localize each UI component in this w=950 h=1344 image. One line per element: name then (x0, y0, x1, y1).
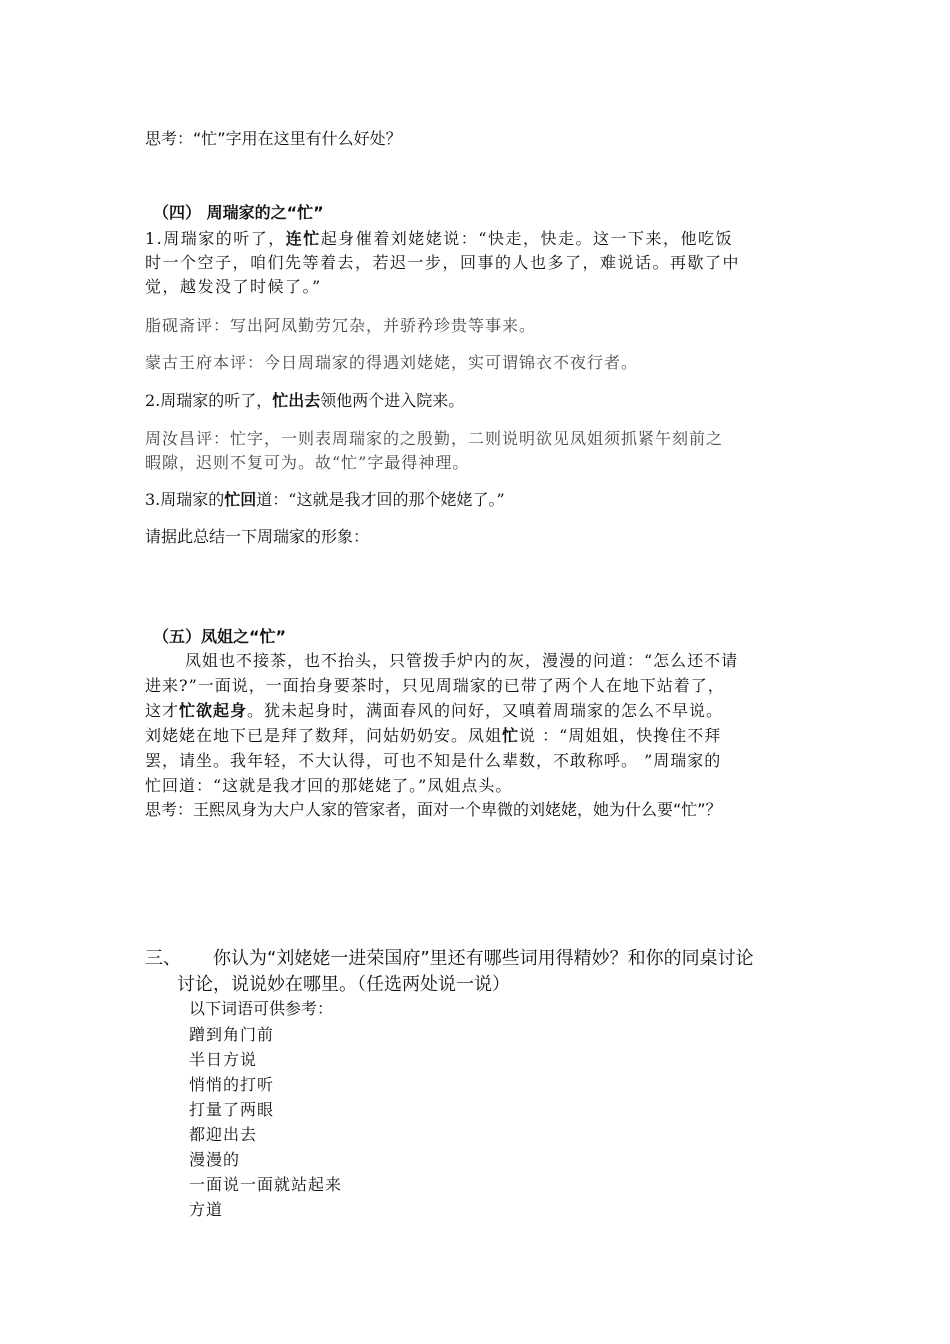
reference-word: 打量了两眼 (189, 1100, 275, 1119)
item-3-suffix: 道：“这就是我才回的那个姥姥了。” (256, 490, 505, 509)
section-4-item-2 (145, 391, 464, 411)
reference-word: 半日方说 (189, 1050, 258, 1069)
section-5-paragraph-line-1: 凤姐也不接茶，也不抬头，只管拨手炉内的灰，漫漫的问道：“怎么还不请 (185, 651, 739, 670)
summary-prompt: 请据此总结一下周瑞家的形象： (145, 527, 370, 546)
p3-prefix: 这才 (145, 701, 180, 720)
section-4-item-1-line-2: 时一个空子，咱们先等着去，若迟一步，回事的人也多了，难说话。再歇了中 (145, 253, 741, 272)
section-5-think-question: 思考：王熙凤身为大户人家的管家者，面对一个卑微的刘姥姥，她为什么要“忙”？ (145, 800, 722, 819)
reference-word: 蹭到角门前 (189, 1025, 275, 1044)
section-5-paragraph-line-4 (145, 726, 721, 746)
item-3-keyword: 忙回 (224, 490, 257, 509)
section-5-paragraph-line-3 (145, 701, 723, 721)
comment-zhouruchang-line-1: 周汝昌评：忙字，一则表周瑞家的之殷勤，二则说明欲见凤姐须抓紧午刻前之 (145, 429, 724, 448)
p4-keyword: 忙 (502, 726, 520, 745)
section-4-item-1 (145, 229, 733, 249)
item-1-suffix: 起身催着刘姥姥说：“快走，快走。这一下来，他吃饭 (320, 229, 733, 248)
section-5-heading: （五）凤姐之“忙” (153, 627, 287, 646)
p3-suffix: 。犹未起身时，满面春风的问好，又嗔着周瑞家的怎么不早说。 (247, 701, 724, 720)
item-2-prefix: 2.周瑞家的听了， (145, 391, 273, 410)
think-question-1: 思考：“忙”字用在这里有什么好处？ (145, 129, 402, 148)
section-3-question-line-1: 你认为“刘姥姥一进荣国府”里还有哪些词用得精妙？和你的同桌讨论 (213, 948, 754, 969)
item-1-prefix: 1.周瑞家的听了， (145, 229, 286, 248)
section-4-heading: （四） 周瑞家的之“忙” (153, 203, 324, 222)
reference-word: 方道 (189, 1200, 224, 1219)
section-5-paragraph-line-6: 忙回道：“这就是我才回的那姥姥了。”凤姐点头。 (145, 776, 513, 795)
reference-word: 漫漫的 (189, 1150, 241, 1169)
item-2-suffix: 领他两个进入院来。 (320, 391, 465, 410)
section-3-number: 三、 (145, 948, 181, 969)
section-4-item-1-line-3: 觉，越发没了时候了。” (145, 277, 322, 296)
p4-suffix: 说 ：“周姐姐，快搀住不拜 (519, 726, 722, 745)
reference-word: 悄悄的打听 (189, 1075, 275, 1094)
comment-menggu: 蒙古王府本评：今日周瑞家的得遇刘姥姥，实可谓锦衣不夜行者。 (145, 353, 639, 372)
item-3-prefix: 3.周瑞家的 (145, 490, 225, 509)
p4-prefix: 刘姥姥在地下已是拜了数拜，问姑奶奶安。凤姐 (145, 726, 503, 745)
section-4-item-3 (145, 490, 505, 510)
item-1-keyword: 连忙 (285, 229, 321, 248)
section-3-question-line-2: 讨论，说说妙在哪里。（任选两处说一说） (177, 974, 510, 995)
section-5-paragraph-line-5: 罢，请坐。我年轻，不大认得，可也不知是什么辈数，不敢称呼。 ”周瑞家的 (145, 751, 722, 770)
reference-label: 以下词语可供参考： (189, 999, 334, 1018)
item-2-keyword: 忙出去 (272, 391, 321, 410)
reference-word: 都迎出去 (189, 1125, 258, 1144)
reference-word: 一面说一面就站起来 (189, 1175, 343, 1194)
comment-zhiyanzhai: 脂砚斋评：写出阿凤勤劳冗杂，并骄矜珍贵等事来。 (145, 316, 537, 335)
p3-keyword: 忙欲起身 (179, 701, 248, 720)
comment-zhouruchang-line-2: 暇隙，迟则不复可为。故“忙”字最得神理。 (145, 453, 470, 472)
section-5-paragraph-line-2: 进来?”一面说，一面抬身要茶时，只见周瑞家的已带了两个人在地下站着了， (145, 676, 725, 695)
